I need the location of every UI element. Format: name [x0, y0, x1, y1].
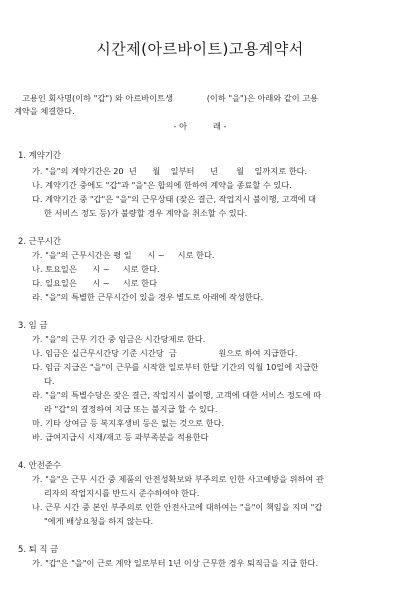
document-title: 시간제(아르바이트)고용계약서: [96, 40, 304, 58]
clause-line: 라. "을"의 특별수당은 잦은 결근, 작업지시 불이행, 고객에 대한 서비스 정도에 따: [32, 390, 322, 400]
clause-line: 가. "을"은 근무 시간 중 제품의 안전성확보와 부주의로 인한 사고예방을 위하여 관: [32, 474, 324, 484]
clause-line: 마. 기타 상여금 등 복지후생비 등은 없는 것으로 한다.: [32, 418, 225, 428]
clause-line: "에게 배상요청을 하지 않는다.: [44, 516, 154, 526]
clause-line: 다.: [44, 376, 55, 386]
clause-line: 가. "을"의 근무시간은 평 일 시 ~ 시로 한다.: [32, 250, 215, 260]
clause-line: 리자의 작업지시를 반드시 준수하여야 한다.: [44, 488, 200, 498]
section-heading: 5. 퇴 직 금: [18, 544, 59, 554]
section-subtitle: - 아 래 -: [173, 121, 227, 131]
clause-line: 다. 일요일은 시 ~ 시로 한다: [32, 278, 157, 288]
clause-line: 나. 근무 시간 중 본인 부주의로 인한 안전사고에 대하여는 "을"이 책임을 지며 "갑: [32, 502, 323, 512]
clause-line: 다. 계약기간 중 "갑"은 "을"의 근무상태 (잦은 결근, 작업지시 불이행, 고객에 대: [32, 194, 317, 204]
clause-line: 나. 계약기간 중에도 "갑"과 "을"은 합의에 한하여 계약을 종료할 수 있다.: [32, 180, 292, 190]
section-heading: 3. 임 금: [18, 320, 48, 330]
section-heading: 4. 안전준수: [18, 460, 62, 470]
intro-line: 계약을 체결한다.: [14, 106, 75, 116]
clause-line: 바. 급여지급시 시재/재고 등 과부족분을 적용한다: [32, 432, 209, 442]
clause-line: 한 서비스 정도 등)가 불량할 경우 계약을 취소할 수 있다.: [44, 208, 248, 218]
clause-line: 나. 토요일은 시 ~ 시로 한다.: [32, 264, 160, 274]
clause-line: 다. 임금 지급은 "을"이 근무를 시작한 일로부터 한달 기간의 익월 10일에 지급한: [32, 362, 319, 372]
clause-line: 가. "갑"은 "을"이 근로 계약 일로부터 1년 이상 근무한 경우 퇴직금을 지급 한다.: [32, 558, 319, 568]
intro-line: 고용인 회사명(이하 "갑") 와 아르바이트생 (이하 "을")은 아래와 같이 고용: [22, 93, 319, 103]
clause-line: 가. "을"의 근무 기간 중 임금은 시간당제로 한다.: [32, 334, 206, 344]
clause-line: 라. "을"의 특별한 근무시간이 있을 경우 별도로 아래에 작성한다.: [32, 292, 264, 302]
section-heading: 2. 근무시간: [18, 236, 62, 246]
clause-line: 가. "을"의 계약기간은 20 년 월 일부터 년 월 일까지로 한다.: [32, 166, 308, 176]
clause-line: 나. 임금은 실근무시간당 기준 시간당 금 원으로 하여 지급한다.: [32, 348, 298, 358]
clause-line: 라 "갑"의 결정하여 지급 또는 불지급 할 수 있다.: [44, 404, 218, 414]
section-heading: 1. 계약기간: [18, 150, 62, 160]
